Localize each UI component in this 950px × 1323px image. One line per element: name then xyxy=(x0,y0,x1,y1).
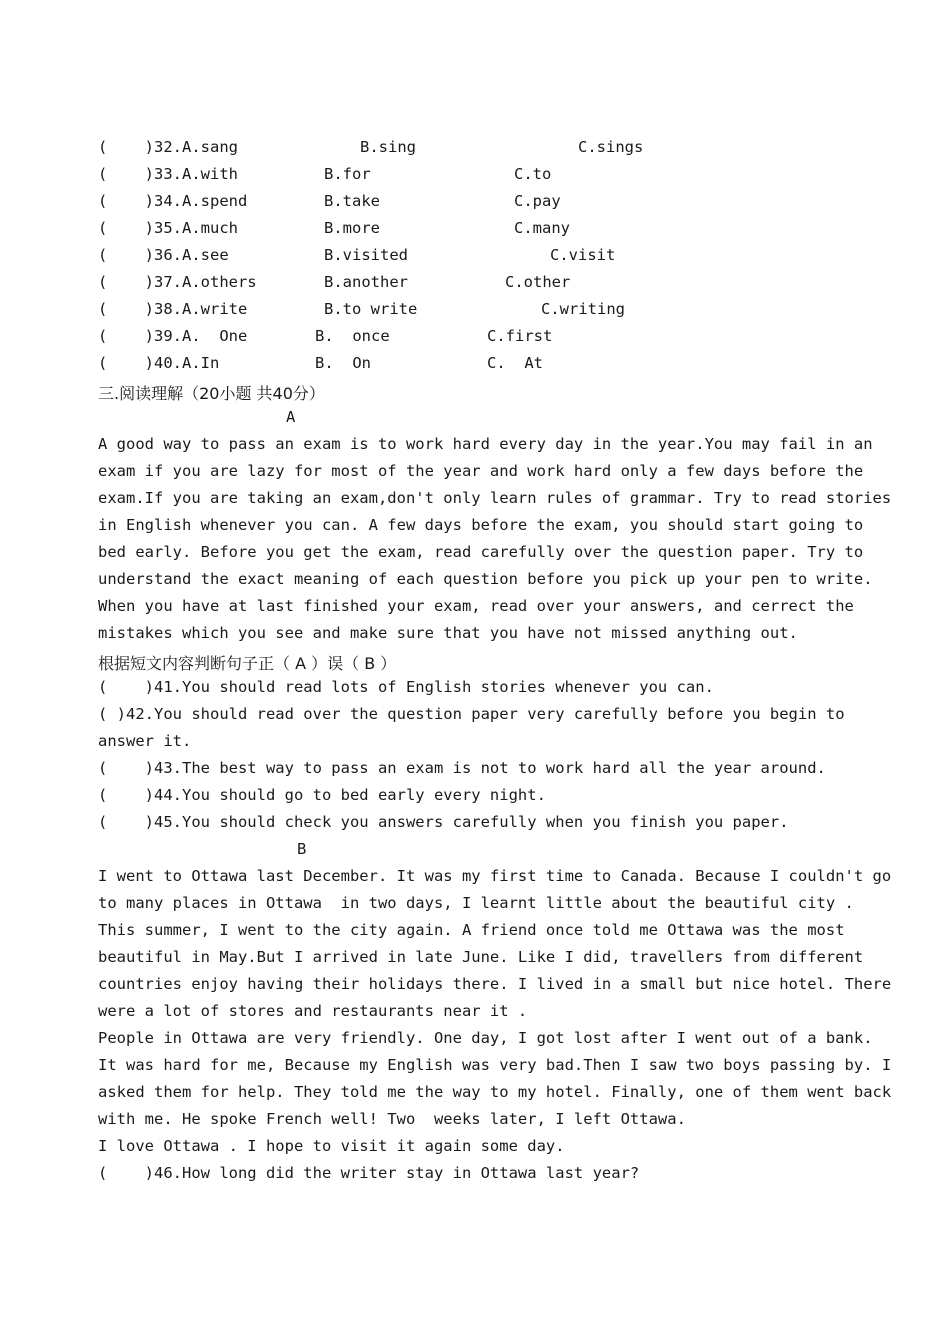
question-43: ( )43.The best way to pass an exam is not to work hard all the year around. xyxy=(98,759,826,777)
question-38-option-b: B.to write xyxy=(324,300,418,318)
passage-b-label: B xyxy=(297,840,307,858)
question-37-stem: ( )37.A.others xyxy=(98,273,257,291)
passage-a-line: bed early. Before you get the exam, read carefully over the question paper. Try to xyxy=(98,543,864,561)
question-36-option-c: C.visit xyxy=(550,246,616,264)
question-40 xyxy=(98,354,858,381)
question-33-option-c: C.to xyxy=(514,165,552,183)
question-32-option-c: C.sings xyxy=(578,138,644,156)
passage-a-line: mistakes which you see and make sure that you have not missed anything out. xyxy=(98,624,798,642)
question-38-option-c: C.writing xyxy=(541,300,625,318)
passage-b-line: It was hard for me, Because my English was very bad.Then I saw two boys passing by. I xyxy=(98,1056,892,1074)
question-36-stem: ( )36.A.see xyxy=(98,246,229,264)
question-34-option-c: C.pay xyxy=(514,192,561,210)
passage-b-line: countries enjoy having their holidays there. I lived in a small but nice hotel. There xyxy=(98,975,892,993)
question-44: ( )44.You should go to bed early every night. xyxy=(98,786,546,804)
judgement-instruction: 根据短文内容判断句子正（ A ）误（ B ） xyxy=(98,654,397,673)
passage-a-line: When you have at last finished your exam, read over your answers, and cerrect the xyxy=(98,597,854,615)
question-33 xyxy=(98,165,858,192)
section-heading: 三.阅读理解（20小题 共40分） xyxy=(98,384,325,403)
question-35 xyxy=(98,219,858,246)
question-40-option-b: B. On xyxy=(315,354,371,372)
question-34-option-b: B.take xyxy=(324,192,380,210)
passage-a-label: A xyxy=(286,408,296,426)
question-39-option-c: C.first xyxy=(487,327,553,345)
question-36-option-b: B.visited xyxy=(324,246,408,264)
question-34 xyxy=(98,192,858,219)
question-33-stem: ( )33.A.with xyxy=(98,165,238,183)
passage-b-line: beautiful in May.But I arrived in late June. Like I did, travellers from different xyxy=(98,948,864,966)
question-37-option-c: C.other xyxy=(505,273,571,291)
question-37-option-b: B.another xyxy=(324,273,408,291)
question-33-option-b: B.for xyxy=(324,165,371,183)
question-32-option-b: B.sing xyxy=(360,138,416,156)
passage-b-line: This summer, I went to the city again. A friend once told me Ottawa was the most xyxy=(98,921,845,939)
passage-b-line: with me. He spoke French well! Two weeks later, I left Ottawa. xyxy=(98,1110,686,1128)
question-35-stem: ( )35.A.much xyxy=(98,219,238,237)
question-42-continued: answer it. xyxy=(98,732,192,750)
question-39-option-b: B. once xyxy=(315,327,390,345)
passage-b-line: I went to Ottawa last December. It was my first time to Canada. Because I couldn't go xyxy=(98,867,892,885)
passage-b-line: were a lot of stores and restaurants near it . xyxy=(98,1002,528,1020)
passage-b-line: I love Ottawa . I hope to visit it again some day. xyxy=(98,1137,565,1155)
question-34-stem: ( )34.A.spend xyxy=(98,192,248,210)
question-38 xyxy=(98,300,858,327)
question-46: ( )46.How long did the writer stay in Ottawa last year? xyxy=(98,1164,640,1182)
question-39-stem: ( )39.A. One xyxy=(98,327,248,345)
passage-a-line: in English whenever you can. A few days before the exam, you should start going to xyxy=(98,516,864,534)
question-39 xyxy=(98,327,858,354)
passage-b-line: to many places in Ottawa in two days, I learnt little about the beautiful city . xyxy=(98,894,854,912)
question-40-option-c: C. At xyxy=(487,354,543,372)
question-37 xyxy=(98,273,858,300)
passage-a-line: exam.If you are taking an exam,don't only learn rules of grammar. Try to read stories xyxy=(98,489,892,507)
question-41: ( )41.You should read lots of English stories whenever you can. xyxy=(98,678,714,696)
question-35-option-b: B.more xyxy=(324,219,380,237)
question-40-stem: ( )40.A.In xyxy=(98,354,220,372)
question-45: ( )45.You should check you answers carefully when you finish you paper. xyxy=(98,813,789,831)
question-38-stem: ( )38.A.write xyxy=(98,300,248,318)
passage-a-line: A good way to pass an exam is to work hard every day in the year.You may fail in an xyxy=(98,435,873,453)
passage-b-line: People in Ottawa are very friendly. One day, I got lost after I went out of a bank. xyxy=(98,1029,873,1047)
question-42: ( )42.You should read over the question paper very carefully before you begin to xyxy=(98,705,845,723)
question-32 xyxy=(98,138,858,165)
passage-a-line: understand the exact meaning of each question before you pick up your pen to write. xyxy=(98,570,873,588)
question-32-stem: ( )32.A.sang xyxy=(98,138,238,156)
passage-b-line: asked them for help. They told me the way to my hotel. Finally, one of them went back xyxy=(98,1083,892,1101)
question-36 xyxy=(98,246,858,273)
question-35-option-c: C.many xyxy=(514,219,570,237)
passage-a-line: exam if you are lazy for most of the year and work hard only a few days before the xyxy=(98,462,864,480)
